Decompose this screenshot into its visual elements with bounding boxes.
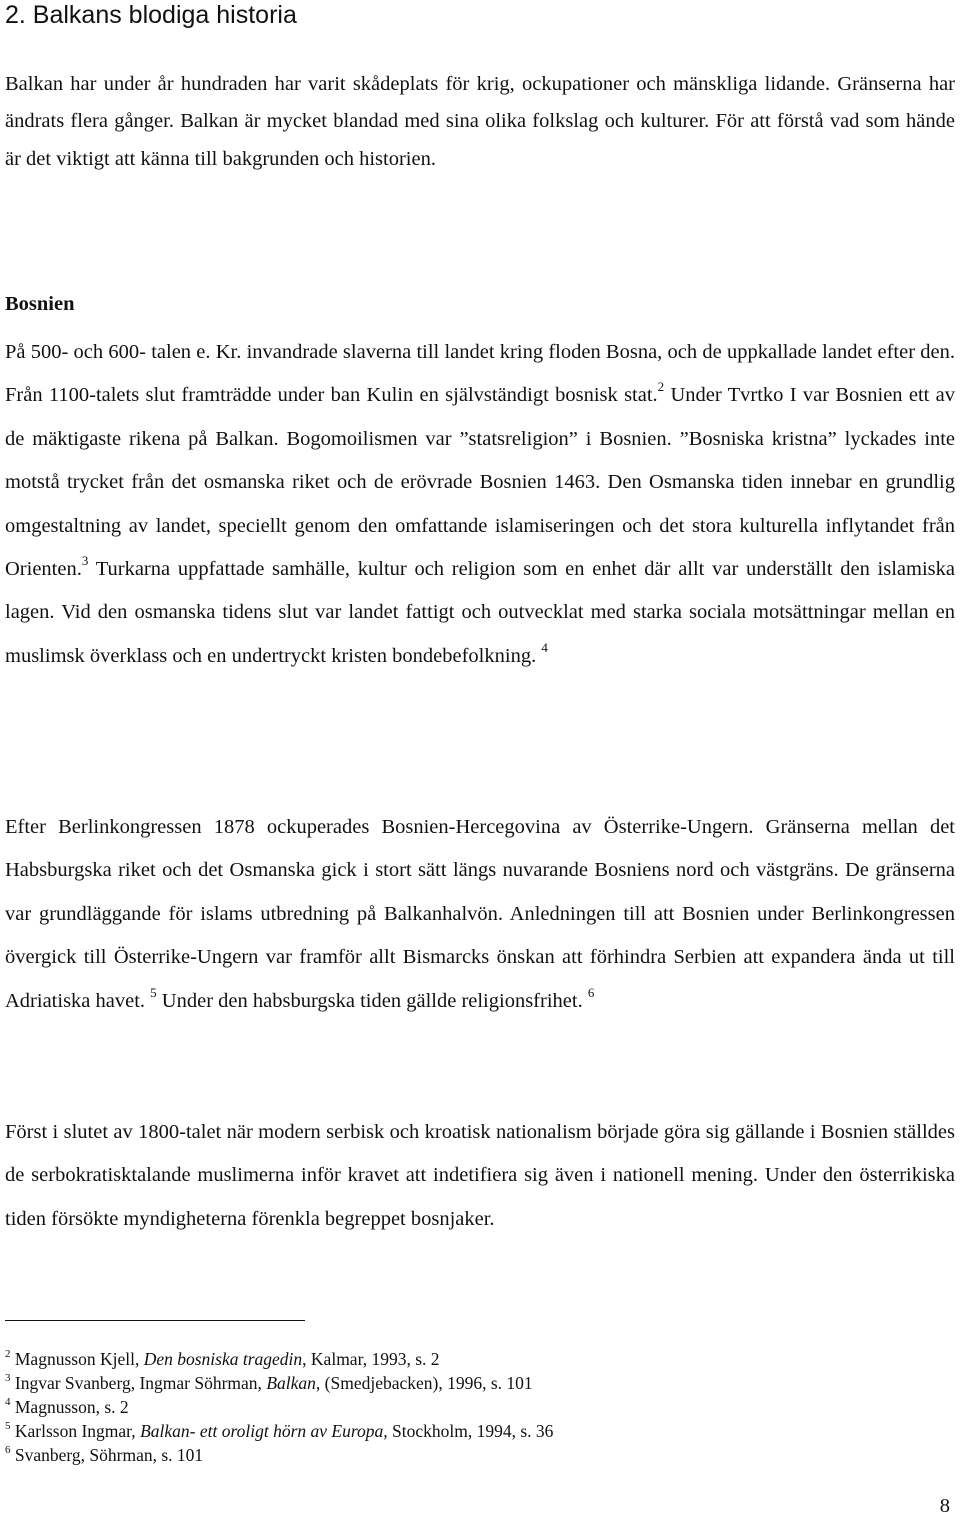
footnote-text: Karlsson Ingmar, — [14, 1421, 141, 1441]
footnote-text: Magnusson Kjell, — [14, 1349, 144, 1369]
paragraph-text: Efter Berlinkongressen 1878 ockuperades Bosnien-Hercegovina av Österrike-Ungern. Gränserna mellan det Habsburgska riket och det Osmanska gick i stort sätt längs nuvarande Bosniens nord och västgräns. De gränserna var grundläggande för islams utbredning på Balkanhalvön. Anledningen till att Bosnien under Berlinkongressen övergick till Österrike-Ungern var framför allt Bismarcks önskan att förhindra Serbien att expandera ända ut till Adriatiska havet. — [5, 816, 955, 1012]
intro-paragraph: Balkan har under år hundraden har varit skådeplats för krig, ockupationer och mänskliga lidande. Gränserna har ändrats flera gånger. Balkan är mycket blandad med sina olika folkslag och kulturer. För att förstå vad som hände är det viktigt att känna till bakgrunden och historien. — [5, 73, 955, 170]
footnote — [5, 1395, 129, 1419]
footnote-title: Den bosniska tragedin — [143, 1349, 303, 1369]
footnote-number: 6 — [5, 1444, 11, 1456]
paragraph-text: Under den habsburgska tiden gällde religionsfrihet. — [156, 989, 583, 1012]
footnote-text: Magnusson, s. 2 — [14, 1397, 129, 1417]
footnote-ref: 2 — [657, 379, 665, 395]
footnote — [5, 1443, 203, 1467]
footnote-number: 5 — [5, 1420, 11, 1432]
footnote-separator — [5, 1320, 305, 1321]
footnote-text: Ingvar Svanberg, Ingmar Söhrman, — [14, 1373, 267, 1393]
paragraph-nationalism: Först i slutet av 1800-talet när modern serbisk och kroatisk nationalism började göra sig gällande i Bosnien ställdes de serbokratisktalande muslimerna inför kravet att indetifiera sig även i nationell mening. Under den österrikiska tiden försökte myndigheterna förenkla begreppet bosnjaker. — [5, 1121, 955, 1230]
page-number: 8 — [939, 1495, 950, 1517]
footnote — [5, 1371, 533, 1395]
paragraph-text: Under Tvrtko I var Bosnien ett av de mäktigaste rikena på Balkan. Bogomoilismen var ”statsreligion” i Bosnien. ”Bosniska kristna” lyckades inte motstå trycket från det osmanska riket och de erövrade Bosnien 1463. Den Osmanska tiden innebar en grundlig omgestaltning av landet, speciellt genom den omfattande islamiseringen och det stora kulturella inflytandet från Orienten. — [5, 384, 955, 581]
footnote-text: Svanberg, Söhrman, s. 101 — [14, 1445, 204, 1465]
footnote-ref: 6 — [587, 984, 595, 1000]
footnote-title: Balkan- ett oroligt hörn av Europa, — [140, 1421, 388, 1441]
footnote-text: , (Smedjebacken), 1996, s. 101 — [315, 1373, 533, 1393]
paragraph-text: På 500- och 600- talen e. Kr. invandrade slaverna till landet kring floden Bosna, och de uppkallade landet efter den. Från 1100-talets slut framträdde under ban Kulin en självständigt bosnisk stat. — [5, 341, 955, 407]
footnote-text: , Kalmar, 1993, s. 2 — [302, 1349, 440, 1369]
chapter-heading: 2. Balkans blodiga historia — [5, 1, 297, 29]
footnote-text: Stockholm, 1994, s. 36 — [387, 1421, 554, 1441]
section-heading: Bosnien — [5, 293, 75, 315]
footnote-ref: 5 — [150, 984, 157, 1000]
footnote-number: 2 — [5, 1348, 11, 1360]
footnote-title: Balkan — [266, 1373, 316, 1393]
paragraph-text: Turkarna uppfattade samhälle, kultur och religion som en enhet där allt var underställt den islamiska lagen. Vid den osmanska tidens slut var landet fattigt och outvecklat med starka sociala motsättningar mellan en muslimsk överklass och en undertryckt kristen bondebefolkning. — [5, 558, 955, 667]
footnote-ref: 3 — [81, 553, 89, 569]
footnote — [5, 1347, 440, 1371]
footnote-number: 4 — [5, 1396, 11, 1408]
footnote-ref: 4 — [541, 639, 548, 655]
paragraph-berlin-congress — [5, 806, 955, 1023]
footnote — [5, 1419, 553, 1443]
footnote-number: 3 — [5, 1372, 11, 1384]
paragraph-bosnia-history — [5, 331, 955, 678]
